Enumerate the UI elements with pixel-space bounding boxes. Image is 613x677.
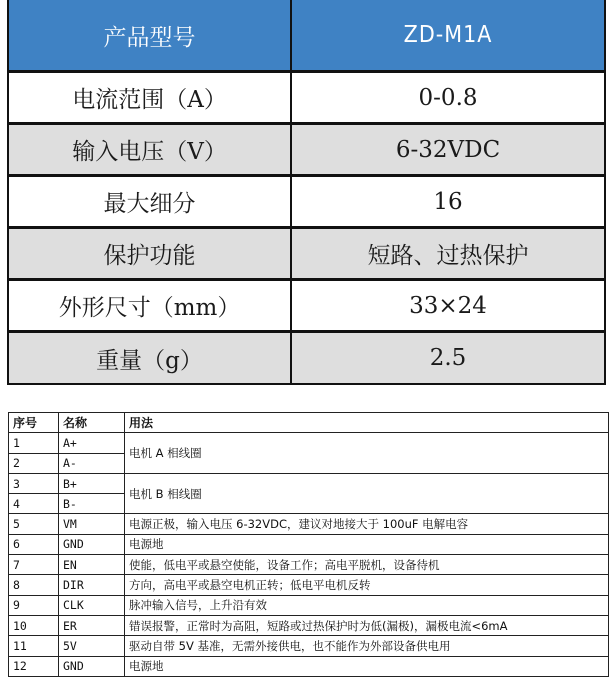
pin-use: 使能，低电平或悬空使能，设备工作；高电平脱机，设备待机 xyxy=(125,555,609,575)
spec-label: 最大细分 xyxy=(9,177,290,226)
pin-name: EN xyxy=(59,555,125,575)
pin-name: A- xyxy=(59,453,125,473)
table-row xyxy=(9,534,609,554)
spec-label: 电流范围（A） xyxy=(9,73,290,122)
spec-header-row xyxy=(9,0,604,70)
spec-label: 外形尺寸（mm） xyxy=(9,281,290,330)
pin-no: 12 xyxy=(9,656,59,676)
table-row xyxy=(9,615,609,635)
spec-label: 输入电压（V） xyxy=(9,125,290,174)
pin-name: GND xyxy=(59,534,125,554)
spec-header-value: ZD-M1A xyxy=(292,0,604,70)
spec-row xyxy=(9,73,604,122)
pin-no: 9 xyxy=(9,595,59,615)
spec-value: 短路、过热保护 xyxy=(292,229,604,278)
pin-no: 8 xyxy=(9,575,59,595)
pin-header-no: 序号 xyxy=(9,413,59,433)
spec-row xyxy=(9,281,604,330)
pin-name: VM xyxy=(59,514,125,534)
spec-row xyxy=(9,177,604,226)
pin-table xyxy=(8,412,609,677)
pin-use: 电源正极，输入电压 6-32VDC，建议对地接大于 100uF 电解电容 xyxy=(125,514,609,534)
pin-name: GND xyxy=(59,656,125,676)
table-row xyxy=(9,636,609,656)
pin-use: 电机 A 相线圈 xyxy=(125,433,609,474)
pin-no: 5 xyxy=(9,514,59,534)
pin-no: 6 xyxy=(9,534,59,554)
spec-row xyxy=(9,229,604,278)
pin-header-name: 名称 xyxy=(59,413,125,433)
pin-use: 电机 B 相线圈 xyxy=(125,473,609,514)
pin-no: 3 xyxy=(9,473,59,493)
pin-no: 11 xyxy=(9,636,59,656)
pin-no: 2 xyxy=(9,453,59,473)
table-row xyxy=(9,473,609,493)
pin-name: B- xyxy=(59,494,125,514)
spec-value: 2.5 xyxy=(292,333,604,383)
spec-label: 保护功能 xyxy=(9,229,290,278)
pin-use: 脉冲输入信号，上升沿有效 xyxy=(125,595,609,615)
table-row xyxy=(9,514,609,534)
pin-use: 电源地 xyxy=(125,656,609,676)
pin-use: 错误报警，正常时为高阻，短路或过热保护时为低(漏极)，漏极电流<6mA xyxy=(125,615,609,635)
spec-value: 33×24 xyxy=(292,281,604,330)
pin-name: 5V xyxy=(59,636,125,656)
pin-name: A+ xyxy=(59,433,125,453)
spec-value: 16 xyxy=(292,177,604,226)
pin-name: ER xyxy=(59,615,125,635)
table-row xyxy=(9,555,609,575)
table-row xyxy=(9,656,609,676)
pin-no: 10 xyxy=(9,615,59,635)
pin-name: B+ xyxy=(59,473,125,493)
pin-no: 4 xyxy=(9,494,59,514)
pin-name: CLK xyxy=(59,595,125,615)
table-row xyxy=(9,575,609,595)
spec-row xyxy=(9,125,604,174)
pin-use: 方向，高电平或悬空电机正转；低电平电机反转 xyxy=(125,575,609,595)
spec-header-label: 产品型号 xyxy=(9,0,290,70)
pin-use: 电源地 xyxy=(125,534,609,554)
pin-no: 1 xyxy=(9,433,59,453)
spec-row xyxy=(9,333,604,383)
pin-use: 驱动自带 5V 基准，无需外接供电，也不能作为外部设备供电用 xyxy=(125,636,609,656)
spec-label: 重量（g） xyxy=(9,333,290,383)
pin-header-use: 用法 xyxy=(125,413,609,433)
spec-value: 0-0.8 xyxy=(292,73,604,122)
spec-table xyxy=(7,0,606,385)
table-row xyxy=(9,433,609,453)
pin-no: 7 xyxy=(9,555,59,575)
table-row xyxy=(9,595,609,615)
pin-name: DIR xyxy=(59,575,125,595)
spec-value: 6-32VDC xyxy=(292,125,604,174)
pin-header-row xyxy=(9,413,609,433)
